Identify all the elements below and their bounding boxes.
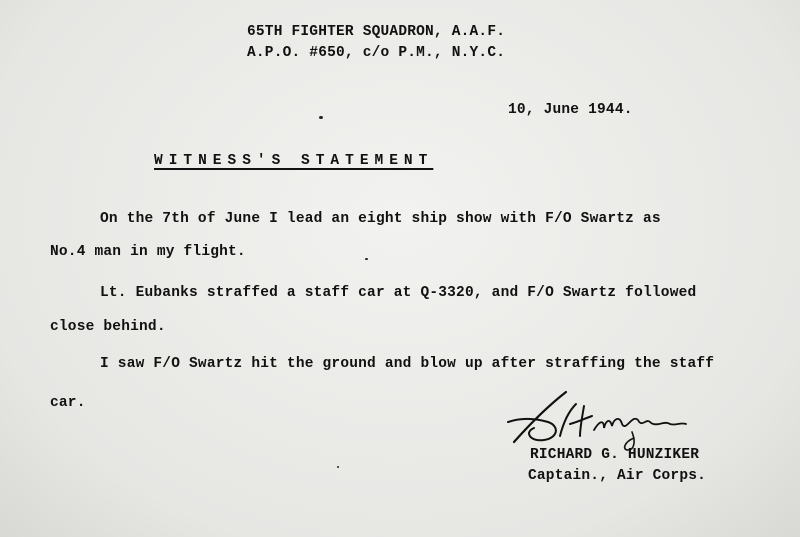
paragraph-1-line-2: No.4 man in my flight. (50, 244, 246, 260)
paragraph-3-line-1: I saw F/O Swartz hit the ground and blow up after straffing the staff (100, 356, 715, 372)
statement-heading: WITNESS'S STATEMENT (154, 153, 434, 169)
paragraph-2-line-2: close behind. (50, 319, 166, 335)
document-date: 10, June 1944. (508, 102, 633, 118)
signer-title: Captain., Air Corps. (528, 468, 707, 484)
ink-speck (365, 258, 368, 260)
ink-speck (337, 466, 339, 468)
letterhead-address: A.P.O. #650, c/o P.M., N.Y.C. (247, 45, 506, 61)
paragraph-1-line-1: On the 7th of June I lead an eight ship show with F/O Swartz as (100, 211, 661, 227)
paragraph-3-line-2: car. (50, 395, 86, 411)
signer-name: RICHARD G. HUNZIKER (530, 447, 700, 463)
ink-speck (319, 116, 323, 119)
letterhead-unit: 65TH FIGHTER SQUADRON, A.A.F. (247, 24, 506, 40)
paragraph-2-line-1: Lt. Eubanks straffed a staff car at Q-3320, and F/O Swartz followed (100, 285, 697, 301)
